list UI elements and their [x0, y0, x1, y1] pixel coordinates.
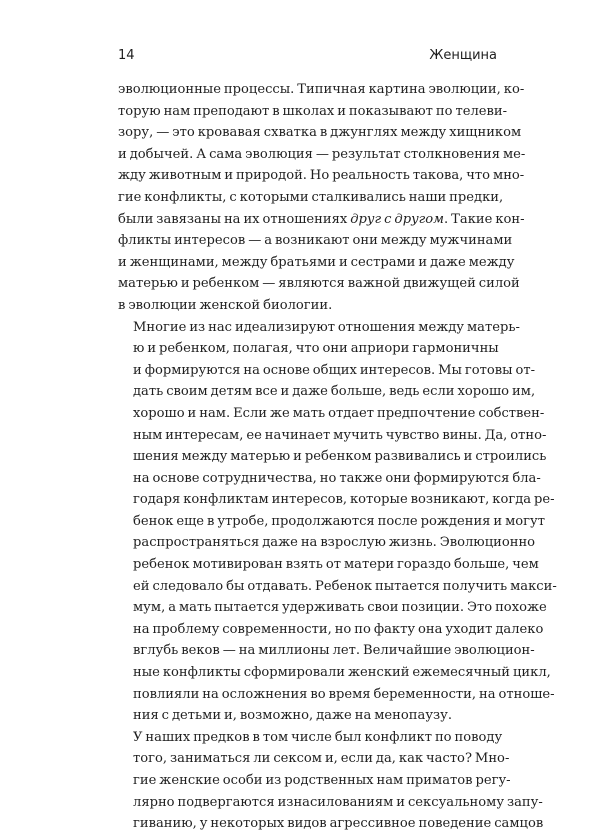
text-line: и женщинами, между братьями и сестрами и даже между: [118, 254, 515, 270]
text-line: мум, а мать пытается удерживать свои позиции. Это похоже: [133, 600, 547, 616]
text-line: ным интересам, ее начинает мучить чувство вины. Да, отно-: [133, 427, 547, 443]
emphasis-text: друг с другом: [350, 211, 445, 227]
text-line: Многие из нас идеализируют отношения между матерь-: [133, 319, 520, 335]
page-number: 14: [118, 48, 135, 63]
text-line: распространяться даже на взрослую жизнь. Эволюционно: [133, 535, 536, 551]
text-line: дать своим детям все и даже больше, ведь если хорошо им,: [133, 384, 536, 400]
text-line: У наших предков в том числе был конфликт по поводу: [133, 729, 503, 745]
text-line: бенок еще в утробе, продолжаются после рождения и могут: [133, 513, 545, 529]
text-line: на проблему современности, но по факту она уходит далеко: [133, 621, 544, 637]
text-line: гие конфликты, с которыми сталкивались наши предки,: [118, 189, 504, 205]
text-line: вглубь веков — на миллионы лет. Величайшие эволюцион-: [133, 643, 535, 659]
text-line: эволюционные процессы. Типичная картина эволюции, ко-: [118, 82, 525, 97]
text-line: хорошо и нам. Если же мать отдает предпочтение собствен-: [133, 405, 545, 421]
text-line: годаря конфликтам интересов, которые возникают, когда ре-: [133, 492, 555, 508]
text-line: и добычей. А сама эволюция — результат столкновения ме-: [118, 146, 526, 162]
text-line: ю и ребенком, полагая, что они априори гармоничны: [133, 341, 499, 357]
text-line: на основе сотрудничества, но также они формируются бла-: [133, 470, 541, 486]
running-head: [118, 47, 497, 65]
text-line: ребенок мотивирован взять от матери гораздо больше, чем: [133, 557, 539, 573]
text-line: ные конфликты сформировали женский ежемесячный цикл,: [133, 665, 551, 681]
text-line: фликты интересов — а возникают они между мужчинами: [118, 233, 513, 249]
text-line: [118, 209, 525, 231]
paragraph-3: [118, 727, 544, 835]
text-line: ей следовало бы отдавать. Ребенок пытается получить макси-: [133, 578, 557, 594]
text-line: торую нам преподают в школах и показывают по телеви-: [118, 103, 508, 119]
body-text: [118, 79, 557, 835]
text-run: . Такие кон-: [444, 211, 525, 227]
text-line: матерью и ребенком — являются важной движущей силой: [118, 276, 520, 292]
text-line: зору, — это кровавая схватка в джунглях между хищником: [118, 125, 522, 141]
text-line: и формируются на основе общих интересов. Мы готовы от-: [133, 362, 536, 378]
text-line: шения между матерью и ребенком развивались и строились: [133, 449, 547, 465]
text-line: ния с детьми и, возможно, даже на менопаузу.: [133, 708, 453, 724]
text-line: жду животным и природой. Но реальность такова, что мно-: [118, 168, 525, 184]
text-line: гиванию, у некоторых видов агрессивное поведение самцов: [133, 816, 544, 832]
text-line: гие женские особи из родственных нам приматов регу-: [133, 773, 511, 788]
text-line: повлияли на осложнения во время беременности, на отноше-: [133, 686, 555, 702]
text-line: того, заниматься ли сексом и, если да, как часто? Мно-: [133, 751, 510, 767]
chapter-title: Женщина: [429, 48, 497, 63]
paragraph-2: [118, 317, 557, 727]
text-line: лярно подвергаются изнасилованиям и сексуальному запу-: [133, 794, 543, 810]
text-run: были завязаны на их отношениях: [118, 211, 351, 227]
paragraph-1: [118, 79, 526, 317]
text-line: в эволюции женской биологии.: [118, 297, 333, 313]
